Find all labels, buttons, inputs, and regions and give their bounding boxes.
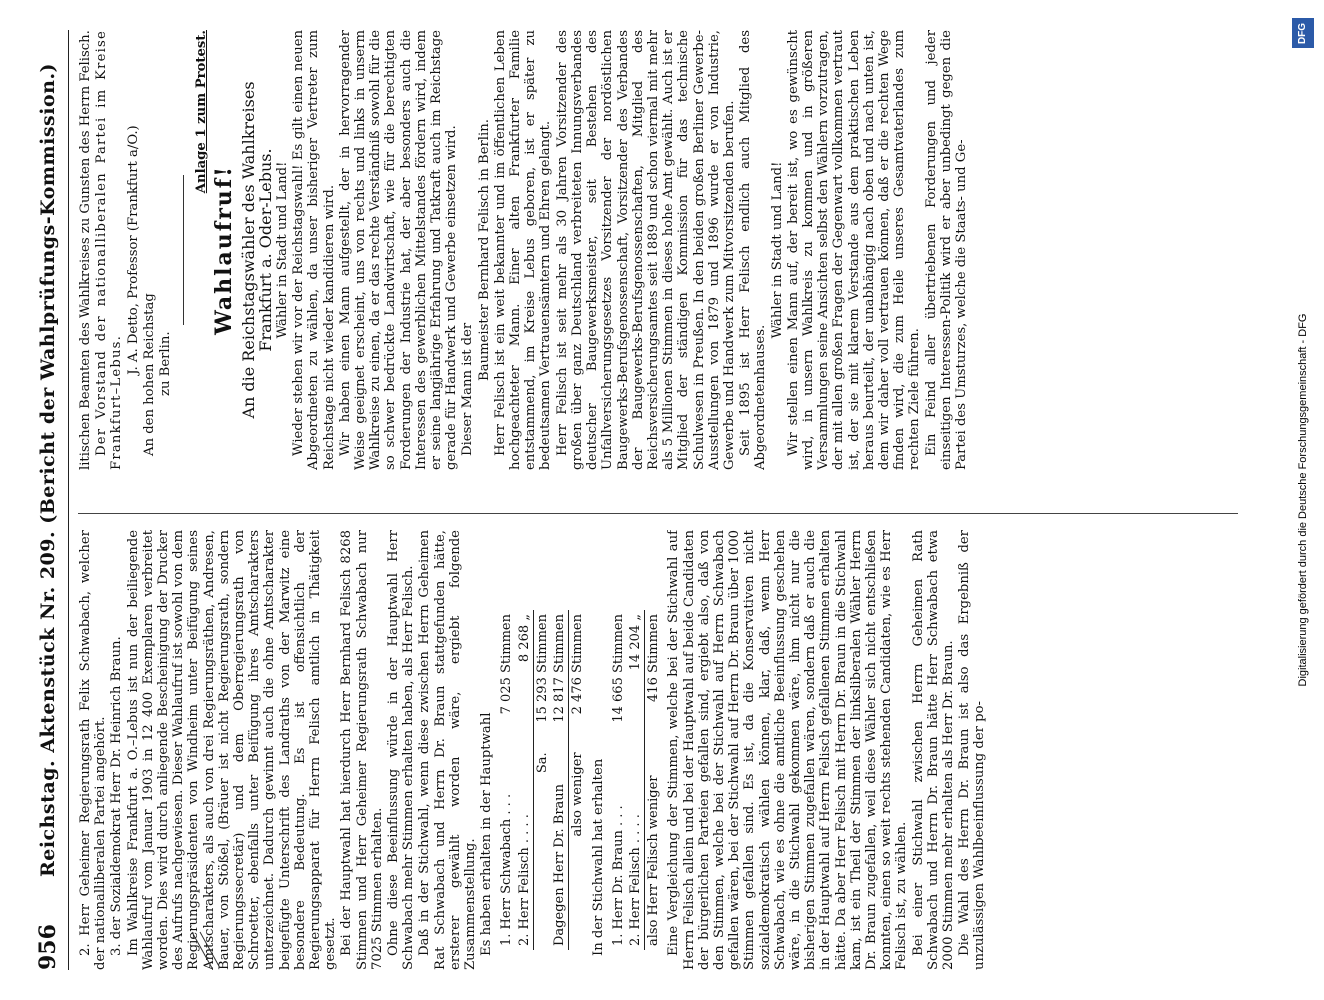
left-column [78,530,1228,970]
funding-notice: Digitalisierung gefördert durch die Deutsche Forschungsgemeinschaft - DFG [1297,313,1309,687]
table-row: 2. Herr Felisch . . . . 14 204 „ [627,614,643,946]
table-row: also Herr Felisch weniger 416 Stimmen [645,610,663,950]
table-row: Dagegen Herr Dr. Braun 12 817 Stimmen [552,614,568,946]
table-row: Sa. 15 293 Stimmen [533,610,551,950]
paragraph: Daß in der Stichwahl, wenn diese zwischen Herrn Geheimen Rat Schwabach und Herrn Dr. Braun stattgefunden hätte, ersterer gewählt worden wäre, ergiebt folgende Zusammenstellung. [417,530,479,970]
appeal-subheading: An die Reichstagswähler des Wahlkreises [238,81,258,419]
digitization-sidebar [1288,10,1318,990]
right-column [78,30,1228,470]
table-row: also weniger 2 476 Stimmen [569,610,587,950]
table-intro: In der Stichwahl hat erhalten [590,758,606,956]
divider [183,175,184,325]
paragraph: litischen Beamten des Wahlkreises zu Gunsten des Herrn Felisch. [78,30,93,470]
paragraph: Eine Vergleichung der Stimmen, welche bei der Stichwahl auf Herrn Felisch allein und bei der Hauptwahl auf beide Candidaten der bürgerlichen Parteien gefallen sind, ergiebt also, daß von den Stimmen, welche bei der Stichwahl auf Herrn Schwabach gefallen wären, bei der Stichwahl auf Herrn Dr. Braun über 1000 Stimmen gefallen sind. Es ist, da die Konservativen nicht sozialdemokratisch wählen können, klar, daß, wenn Herr Schwabach, wie es ohne die amtliche Beeinflussung geschehen wäre, in die Stichwahl gekommen wäre, ihm nicht nur die bisherigen Stimmen zugefallen wären, sondern daß er auch die in der Hauptwahl auf Herrn Felisch gefallenen Stimmen erhalten hätte. Da aber Herr Felisch mit Herrn Dr. Braun in die Stichwahl kam, ist ein Theil der Stimmen der linksliberalen Wähler Herrn Dr. Braun zugefallen, weil diese Wähler sich nicht entschließen konnten, einen so weit rechts stehenden Candidaten, wie es Herr Felisch ist, zu wählen. [666,530,910,970]
dfg-logo-icon [1292,18,1314,48]
paragraph: Bei der Hauptwahl hat hierdurch Herr Bernhard Felisch 8268 Stimmen und Herr Geheimer Regierungsrath Schwabach nur 7025 Stimmen erhalten. [339,530,385,970]
paragraph: Wieder stehen wir vor der Reichstagswahl! Es gilt einen neuen Abgeordneten zu wählen, da unser bisheriger Vertreter zum Reichstage nicht wieder kandidieren wird. [291,30,337,470]
main-election-table [498,610,586,950]
paragraph: Ein Feind aller übertriebenen Forderungen und jeder einseitigen Interessen-Politik wird er aber unbedingt gegen die Partei des Umsturzes, welche die Staats- und Ge- [923,30,969,470]
paragraph: Herr Felisch ist ein weit bekannter und im öffentlichen Leben hochgeachteter Mann. Einer alten Frankfurter Familie entstammend, im Kreise Lebus geboren, ist er später zu bedeutsamen Vertrauensämtern und Ehren gelangt. [492,30,554,470]
table-row: 1. Herr Schwabach . . . 7 025 Stimmen [499,614,515,946]
column-divider [78,513,1238,514]
table-row: 2. Herr Felisch . . . . 8 268 „ [516,614,532,946]
annex-label: Anlage 1 zum Protest. [194,30,210,194]
paragraph: 2. Herr Geheimer Regierungsrath Felix Schwabach, welcher der nationalliberalen Partei angehört. [78,530,109,970]
table-intro: Es haben erhalten in der Hauptwahl [479,712,495,956]
dfg-logo-text: DFG [1297,22,1309,44]
table-row: 1. Herr Dr. Braun . . . 14 665 Stimmen [610,614,626,946]
paragraph: Wir haben einen Mann aufgestellt, der in hervorragender Weise geeignet erscheint, uns von rechts und links in unserm Wahlkreise zu einen, da er das rechte Verständniß sowohl für die so schwer bedrückte Landwirtschaft, wie für die berechtigten Forderungen der Industrie hat, der aber besonders auch die Interessen des gewerblichen Mittelstandes fördern wird, indem er seine langjährige Erfahrung und Tatkraft auch im Reichstage gerade für Handwerk und Gewerbe einsetzen wird. [337,30,460,470]
salutation: Wähler in Stadt und Land! [769,161,785,339]
salutation: Wähler in Stadt und Land! [275,161,291,339]
paragraph: Herr Felisch ist seit mehr als 30 Jahren Vorsitzender des großen über ganz Deutschland verbreiteten Innungsverbandes deutscher Baugewerksmeister, seit Bestehen des Unfallversicherungsgesetzes Vorsitzender der nordöstlichen Baugewerks-Berufsgenossenschaft, Vorsitzender des Verbandes der Baugewerks-Berufsgenossenschaften, Mitglied des Reichsversicherungsamtes seit 1889 und schon viermal mit mehr als 5 Millionen Stimmen in dieses hohe Amt gewählt. Auch ist er Mitglied der ständigen Kommission für das technische Schulwesen in Preußen. In den beiden großen Berliner Gewerbe-Ausstellungen von 1879 und 1896 wurde er von Industrie, Gewerbe und Handwerk zum Mitvorsitzenden berufen. [554,30,737,470]
paragraph: Wir stellen einen Mann auf, der bereit ist, wo es gewünscht wird, in unsern Wahlkreis zu kommen und in größeren Versammlungen seine Ansichten selbst den Wählern vorzutragen, der mit allen großen Fragen der Gegenwart vollkommen vertraut ist, der sie mit klarem Verstande aus dem praktischen Leben heraus beurteilt, der unabhängig nach oben und nach unten ist, dem wir daher voll vertrauen können, daß er die rechten Wege finden wird, die zum Heile unseres Gesamtvaterlandes zum rechten Ziele führen. [785,30,923,470]
candidate-name: Baumeister Bernhard Felisch in Berlin. [476,119,492,381]
address-line: zu Berlin. [158,331,174,396]
appeal-subheading: Frankfurt a. Oder-Lebus. [255,148,275,352]
runoff-table [610,610,663,950]
paragraph: Bei einer Stichwahl zwischen Herrn Geheimen Rath Schwabach und Herrn Dr. Braun hätte Herr Schwabach etwa 2000 Stimmen mehr erhalten als Herr Dr. Braun. [910,530,956,970]
page-header [28,30,69,970]
paragraph: Ohne diese Beeinflussung würde in der Hauptwahl Herr Schwabach mehr Stimmen erhalten haben, als Herr Felisch. [386,530,417,970]
paragraph: 3. der Sozialdemokrat Herr Dr. Heinrich Braun. [109,636,125,956]
appeal-heading: Wahlaufruf! [211,165,238,335]
paragraph: Die Wahl des Herrn Dr. Braun ist also das Ergebniß der unzulässigen Wahlbeeinflussung der po- [957,530,988,970]
margin-pencil-mark [190,930,230,970]
paragraph: Dieser Mann ist der [460,322,476,456]
paragraph: Der Vorstand der nationalliberalen Partei im Kreise Frankfurt–Lebus. [94,30,125,470]
paragraph: Seit 1895 ist Herr Felisch endlich auch Mitglied des Abgeordnetenhauses. [738,30,769,470]
page-number: 956 [35,924,61,970]
page-title: Reichstag. Aktenstück Nr. 209. (Bericht der Wahlprüfungs-Kommission.) [37,62,59,878]
signature: J. A. Detto, Professor (Frankfurt a/O.) [125,125,141,375]
paragraph: Im Wahlkreise Frankfurt a. O.–Lebus ist nun der beiliegende Wahlaufruf vom Januar 1903 in 12 400 Exemplaren verbreitet worden. Dies wird durch anliegende Bescheinigung der Drucker des Aufrufs nachgewiesen. Dieser Wahlaufruf ist sowohl von dem Regierungspräsidenten von Windheim unter Beifügung seines Amtscharakters, als auch von drei Regierungsräthen, Andresen, Bauer, von Stößel, (Bräuer ist nicht Regierungsrath, sondern Regierungssecretär) und dem Oberregierungsrath von Schroetter, ebenfalls unter Beifügung ihres Amtscharakters unterzeichnet. Dadurch gewinnt auch die ohne Amtscharakter beigefügte Unterschrift des Landraths von der Marwitz eine besondere Bedeutung. Es ist offensichtlich der Regierungsapparat für Herrn Felisch amtlich in Thätigkeit gesetzt. [125,530,339,970]
address-line: An den hohen Reichstag [141,293,157,456]
